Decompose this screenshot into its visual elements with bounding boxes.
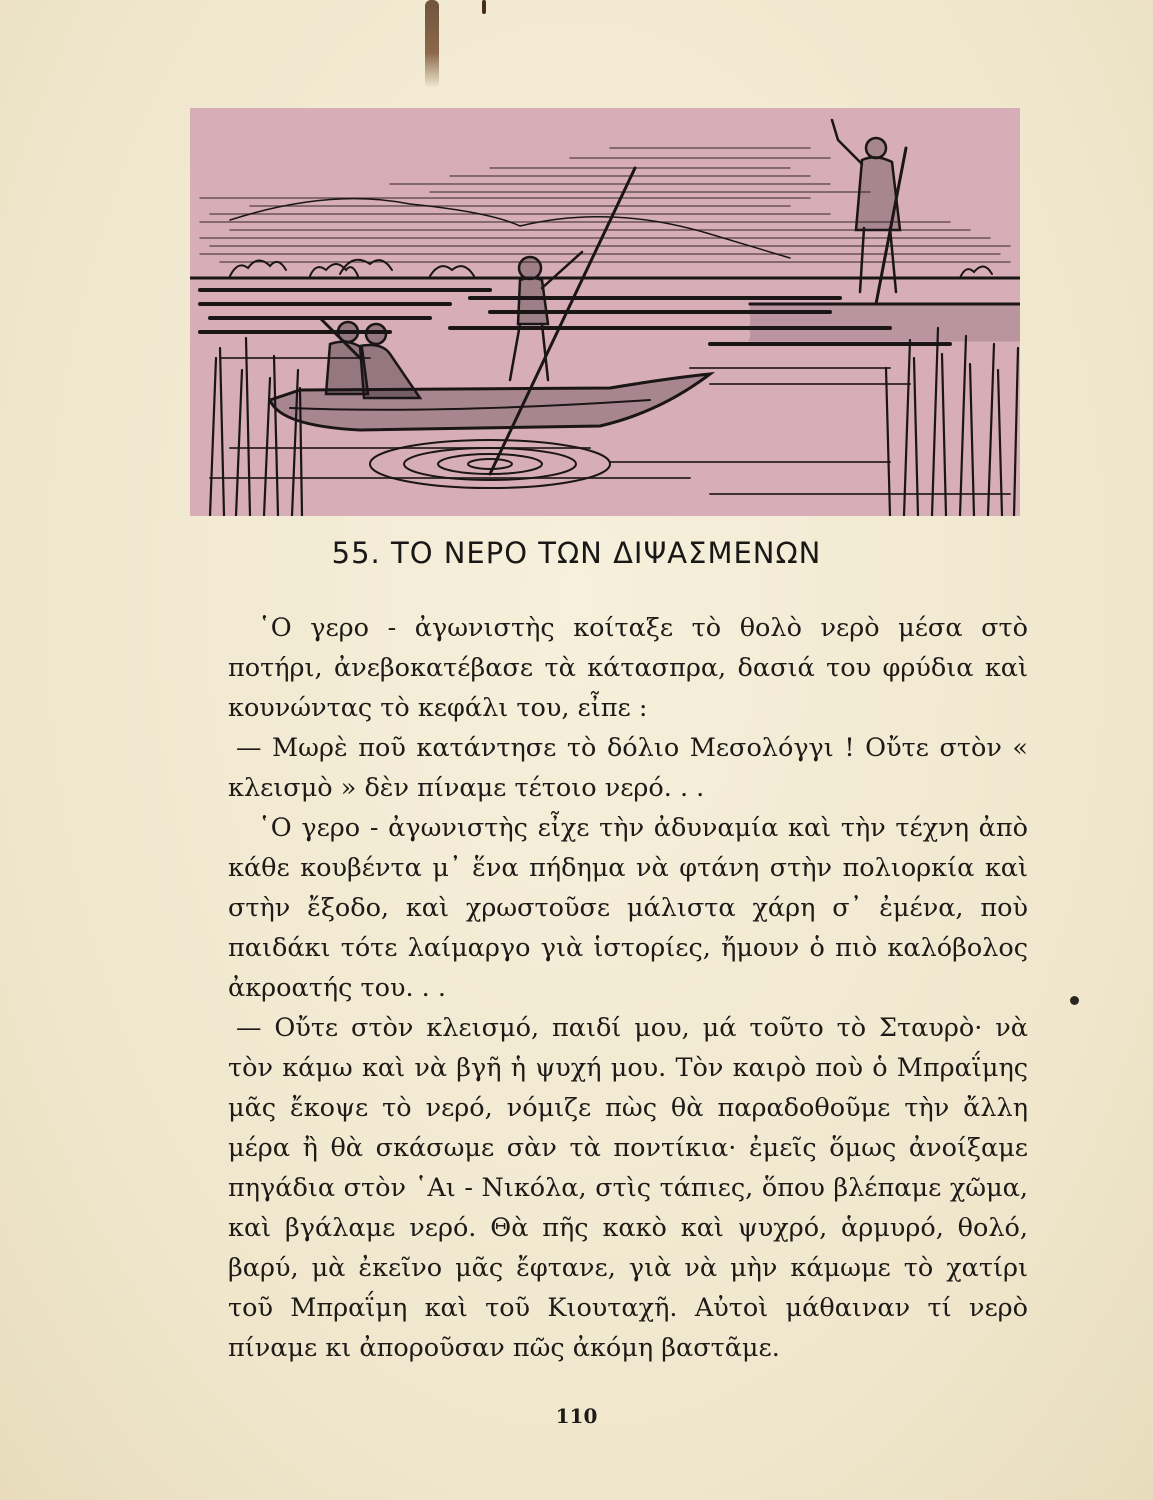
paragraph-3: ῾Ο γερο - ἀγωνιστὴς εἶχε τὴν ἀδυναμία καὶ τὴν τέχνη ἀπὸ κάθε κουβέντα μ᾿ ἕνα πήδημα νὰ φτάνη στὴν πολιορκία καὶ στὴν ἔξοδο, καὶ χρωστοῦσε μάλιστα χάρη σ᾿ ἐμένα, ποὺ παιδάκι τότε λαίμαργο γιὰ ἱστορίες, ἤμουν ὁ πιὸ καλόβολος ἀκροατής του. . .: [228, 813, 1028, 1003]
body-text: [228, 608, 1028, 1368]
paragraph-4: — Οὔτε στὸν κλεισμό, παιδί μου, μά τοῦτο τὸ Σταυρὸ· νὰ τὸν κάμω καὶ νὰ βγῆ ἡ ψυχή μου. Τὸν καιρὸ ποὺ ὁ Μπραΐμης μᾶς ἔκοψε τὸ νερό, νόμιζε πὼς θὰ παραδοθοῦμε τὴν ἄλλη μέρα ἢ θὰ σκάσωμε σὰν τὰ ποντίκια· ἐμεῖς ὅμως ἀνοίξαμε πηγάδια στὸν ῾Αι - Νικόλα, στὶς τάπιες, ὅπου βλέπαμε χῶμα, καὶ βγάλαμε νερό. Θὰ πῆς κακὸ καὶ ψυχρό, ἁρμυρό, θολό, βαρύ, μὰ ἐκεῖνο μᾶς ἔφτανε, γιὰ νὰ μὴν κάμωμε τὸ χατίρι τοῦ Μπραΐμη καὶ τοῦ Κιουταχῆ. Αὐτοὶ μάθαιναν τί νερὸ πίναμε κι ἀποροῦσαν πῶς ἀκόμη βαστᾶμε.: [228, 1013, 1028, 1363]
paragraph-2: — Μωρὲ ποῦ κατάντησε τὸ δόλιο Μεσολόγγι ! Οὔτε στὸν « κλεισμὸ » δὲν πίναμε τέτοιο νερό. . .: [228, 733, 1028, 803]
page-stain: [425, 0, 439, 88]
ink-dot: [1070, 996, 1079, 1005]
page-stain-dot: [482, 0, 486, 14]
page-number: 110: [555, 1404, 598, 1428]
chapter-title: 55. ΤΟ ΝΕΡΟ ΤΩΝ ΔΙΨΑΣΜΕΝΩΝ: [331, 536, 822, 570]
lagoon-boat-scene-icon: [190, 108, 1020, 516]
paragraph-1: ῾Ο γερο - ἀγωνιστὴς κοίταξε τὸ θολὸ νερὸ μέσα στὸ ποτήρι, ἀνεβοκατέβασε τὰ κάτασπρα, δασιά του φρύδια καὶ κουνώντας τὸ κεφάλι του, εἶπε :: [228, 613, 1028, 723]
